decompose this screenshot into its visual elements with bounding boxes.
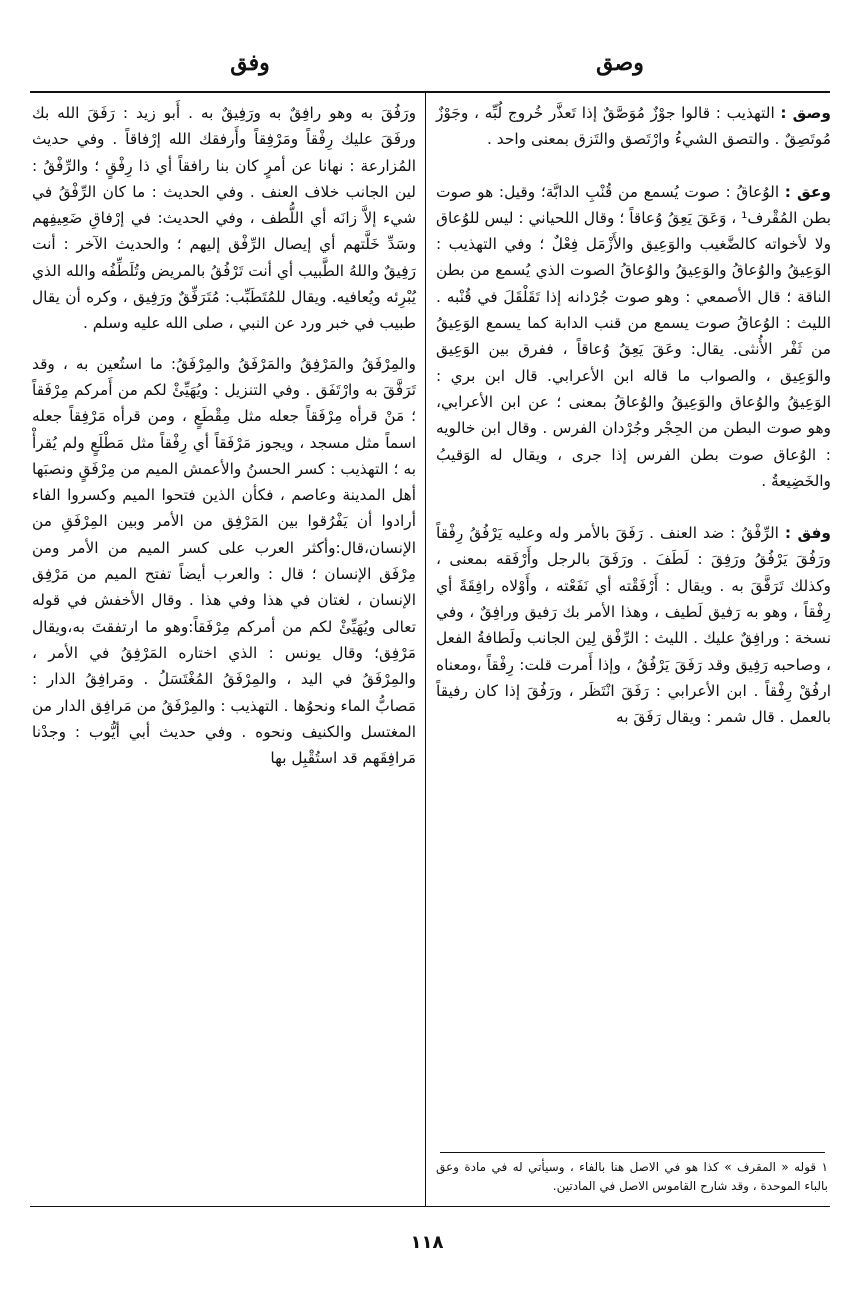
left-column: [32, 100, 416, 771]
footnote-rule: [440, 1152, 825, 1153]
header-rule: [30, 91, 830, 93]
entry-text: التهذيب : قالوا جوْزٌ مُوَصَّقٌ إذا تَعذَّر خُروج لُبِّه ، وجَوْزٌ مُوتَصِقٌ . والتصق الشيءُ وارْتَصق والتَزق بمعنى واحد .: [436, 104, 831, 149]
entry-headword: وصق :: [780, 104, 831, 122]
entry-headword: وعق :: [784, 182, 831, 201]
entry-text: الوُعاقُ : صوت يُسمع من قُنْبِ الدابَّة؛ وقيل: هو صوت بطن المُقْرف¹ ، وَعَقَ يَعِقُ وُعاقاً ؛ وقال اللحياني : ليس للوُعاق ولا لأخواته كالضَّغيب والوَعِيق والأَزْمَل فِعْلٌ ؛ وفي التهذيب : الوَعِيقُ والوُعاقُ والوَعِيقُ والوُعاقُ الصوت الذي يُسمع من بطن الناقة ؛ قال الأصمعي : وهو صوت جُرْدانه إذا تَقَلْقَلَ في قُنْبه . الليث : الوُعاقُ صوت يسمع من قنب الدابة كما يسمع الوَعِيقُ من ثَفْر الأُنثى. يقال: وعَقَ يَعِقُ وُعاقاً ، ففرق بين الوَعِيق والوَعِيق ، والصواب ما قاله ابن الأعرابي. قال ابن بري : الوَعِيقُ والوُعاق والوَعِيقُ والوُعاقُ بمعنى ؛ عن ابن الأعرابي، وهو صوت البطن من الحِجْر وجُرْدان الفرس . وقال ابن خالويه : الوُعاق صوت بطن الفرس إذا جرى ، ويقال له الوَقيبُ والخَضِيعةُ .: [436, 182, 831, 490]
entry-headword: وفق :: [784, 524, 832, 543]
footer-rule: [30, 1206, 830, 1207]
footnote: ١ قوله « المقرف » كذا هو في الاصل هنا بالفاء ، وسيأتي له في مادة وعق بالباء الموحدة ، وقد شارح القاموس الاصل في المادتين.: [436, 1160, 828, 1193]
column-divider: [425, 91, 426, 1206]
paragraph: والمِرْفَقُ والمَرْفِقُ والمَرْفَقُ والمِرْفَقُ: ما استُعين به ، وقد تَرَفَّقَ به وارْتَفَق . وفي التنزيل : ويُهَيِّئْ لكم من أَمركم مِرْفَقاً ؛ مَنْ قرأه مِرْفَقاً جعله مثل مِقْطَعٍ ، ومن قرأه مَرْفِقاً جعله اسماً مثل مسجد ، ويجوز مَرْفَقاً أي رِفْقاً مثل مَطْلَعٍ ولم يُقرأْ به ؛ التهذيب : كسر الحسنُ والأعمش الميم من مِرْفَقٍ ونصبَها أهل المدينة وعاصم ، فكأن الذين فتحوا الميم وكسروا الفاء أرادوا أن يَفْرُقوا بين المَرْفِق من الأمر وبين المِرْفَقِ من الإنسان،قال:وأكثر العرب على كسر الميم من الأمر ومن مِرْفَق الإنسان ؛ قال : والعرب أيضاً تفتح الميم من مَرْفِق الإنسان ، لغتان في هذا وفي هذا . وقال الأخفش في قوله تعالى ويُهَيِّئْ لكم من أمركم مِرْفَقاً:وهو ما ارتفقتَ به،ويقال مَرْفِق؛ وقال يونس : الذي اختاره المَرْفِقُ في الأمر ، والمِرْفَقُ في اليد ، والمِرْفَقُ المُغْتَسَلُ . ومَرافِقُ الدار : مَصابُّ الماء ونحوُها . التهذيب : والمِرْفَقُ من مَرافِق الدار من المغتسل والكنيف ونحوه . وفي حديث أبي أيُّوب : وجدْنا مَرافِقَهم قد استُقْبِل بها: [32, 354, 416, 768]
page-number: ١١٨: [410, 1232, 444, 1253]
entry-wasaqa: [436, 100, 831, 153]
header-left-word: وفق: [230, 50, 270, 76]
entry-text: الرِّفْقُ : ضد العنف . رَفَقَ بالأمر وله وعليه يَرْفُقُ رِفْقاً ورَفُقَ يَرْفُقُ ورَفِقَ : لَطَفَ . ورَفَقَ بالرجل وأَرْفَقه بمعنى ، وكذلك تَرَفَّقَ به . ويقال : أَرْفَقْته أي نَفَعْته ، وأَوْلاه رافِقَةً أي رِفْقاً ، وهو به رَفيق لَطيف ، وهذا الأمر بك رَفيق ورافِقٌ ، وفي نسخة : ورافِقٌ عليك . الليث : الرِّفْق لِين الجانب ولَطافةُ الفعل ، وصاحبه رَفِيق وقد رَفَقَ يَرْفُقُ ، وإذا أَمرت قلت: رِفْقاً ،ومعناه ارفُقْ رِفْقاً . ابن الأعرابي : رَفَقَ انْتَظَر ، ورَفُقَ إذا كان رفيقاً بالعمل . قال شمر : ويقال رَفَقَ به: [436, 524, 831, 727]
right-column: [436, 100, 831, 731]
entry-waaqa: [436, 167, 831, 495]
paragraph: ورَفُقَ به وهو رافِقٌ به ورَفِيقٌ به . أَبو زيد : رَفَقَ الله بك ورفَقَ عليك رِفْقاً ومَرْفِقاً وأَرفقك الله إرْفاقاً . وفي حديث المُزارعة : نهانا عن أمرٍ كان بنا رافقاً أي ذا رِفْقٍ ؛ والرِّفْقُ : لين الجانب خلاف العنف . وفي الحديث : ما كان الرِّفْقُ في شيء إلاَّ زانَه أي اللُّطف ، وفي الحديث: في إرْفاقِ ضَعِيفِهم وسَدِّ خَلَّتهم أي إيصال الرِّفْق إليهم ؛ والحديث الآخر : أنت رَفِيقٌ واللهُ الطَّبيب أي أنت تَرْفُقُ بالمريض وتُلَطِّفُه والله الذي يُبْرِئه ويُعافيه. ويقال للمُتَطَبِّب: مُتَرَفِّقٌ ورَفِيق ، وكره أن يقال طبيب في خبر ورد عن النبي ، صلى الله عليه وسلم .: [32, 104, 416, 333]
header-right-word: وصق: [596, 50, 644, 76]
entry-wafaqa: [436, 508, 831, 730]
